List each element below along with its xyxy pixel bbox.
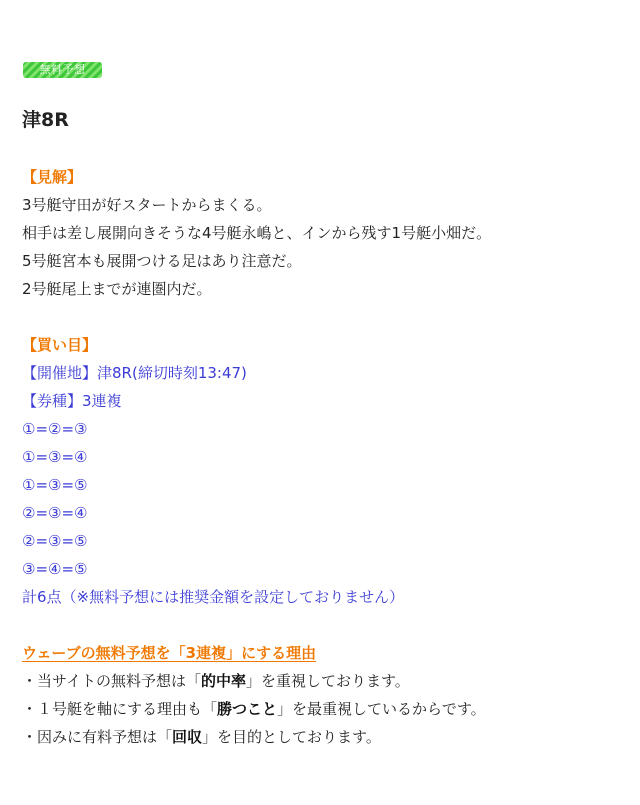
venue-info: 【開催地】津8R(締切時刻13:47) xyxy=(22,364,247,382)
bet-combination: ①=③=⑤ xyxy=(22,476,88,494)
reason-item-emphasis: 回収 xyxy=(172,728,203,746)
reason-section xyxy=(22,639,622,751)
reason-item-emphasis: 的中率 xyxy=(200,672,246,690)
reason-item-prefix: ・因みに有料予想は「 xyxy=(22,728,173,746)
bet-combination: ③=④=⑤ xyxy=(22,560,88,578)
reason-item xyxy=(22,667,622,695)
race-title: 津8R xyxy=(22,109,69,131)
bet-combination: ①=②=③ xyxy=(22,420,88,438)
analysis-section xyxy=(22,163,622,303)
bets-section xyxy=(22,331,622,611)
bets-heading: 【買い目】 xyxy=(22,336,98,354)
bet-total: 計6点（※無料予想には推奨金額を設定しておりません） xyxy=(22,588,405,606)
reason-heading-link[interactable]: ウェーブの無料予想を「3連複」にする理由 xyxy=(22,644,317,662)
reason-item-suffix: 」を重視しております。 xyxy=(245,672,410,690)
analysis-line: 5号艇宮本も展開つける足はあり注意だ。 xyxy=(22,252,302,270)
analysis-line: 3号艇守田が好スタートからまくる。 xyxy=(22,196,272,214)
reason-item-suffix: 」を最重視しているからです。 xyxy=(277,700,486,718)
bet-combination: ②=③=④ xyxy=(22,504,88,522)
reason-item-suffix: 」を目的としております。 xyxy=(202,728,381,746)
analysis-line: 相手は差し展開向きそうな4号艇永嶋と、インから残す1号艇小畑だ。 xyxy=(22,224,492,242)
reason-item xyxy=(22,723,622,751)
ticket-type: 【券種】3連複 xyxy=(22,392,122,410)
reason-item xyxy=(22,695,622,723)
reason-item-prefix: ・１号艇を軸にする理由も「 xyxy=(22,700,218,718)
free-prediction-badge: 無料予想 xyxy=(23,62,102,78)
reason-item-emphasis: 勝つこと xyxy=(217,700,278,718)
bet-combination: ①=③=④ xyxy=(22,448,88,466)
bet-combination: ②=③=⑤ xyxy=(22,532,88,550)
reason-item-prefix: ・当サイトの無料予想は「 xyxy=(22,672,201,690)
analysis-line: 2号艇尾上までが連圏内だ。 xyxy=(22,280,212,298)
analysis-heading: 【見解】 xyxy=(22,168,83,186)
